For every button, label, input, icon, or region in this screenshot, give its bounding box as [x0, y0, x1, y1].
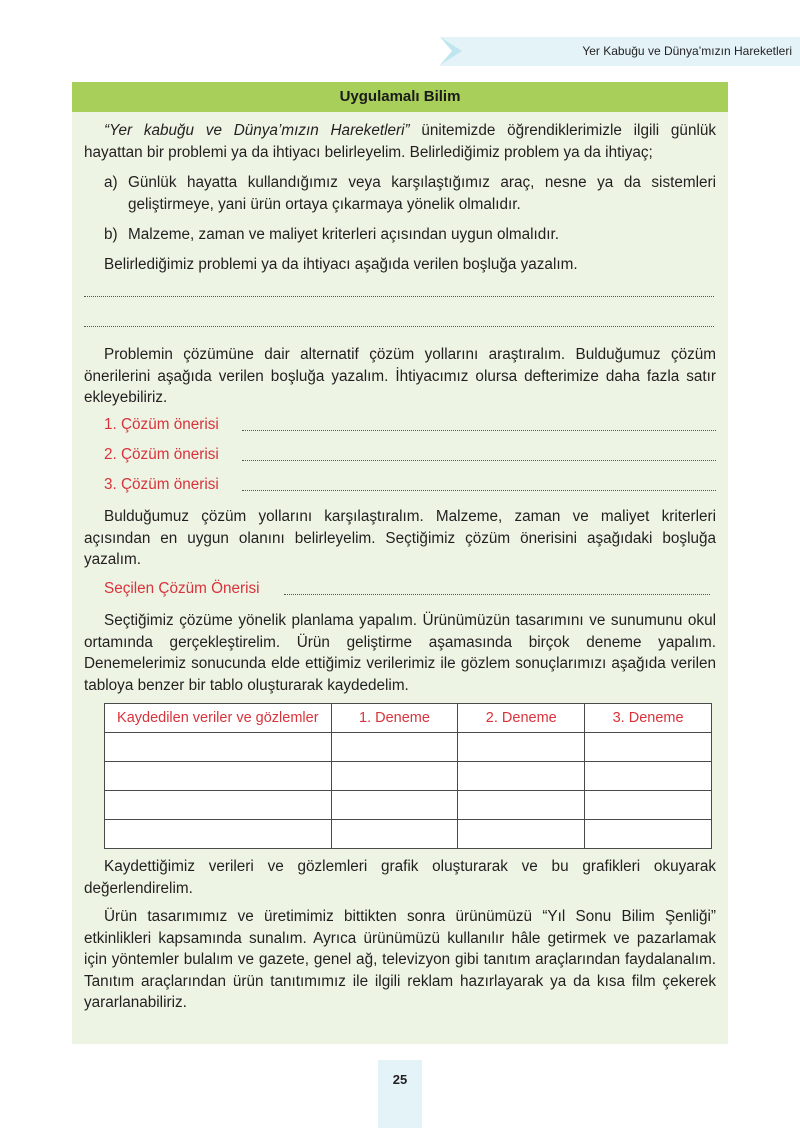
- table-cell[interactable]: [585, 791, 712, 820]
- table-header-observations: Kaydedilen veriler ve gözlemler: [105, 704, 332, 733]
- table-cell[interactable]: [105, 762, 332, 791]
- solution-3-answer-line[interactable]: [242, 490, 716, 491]
- page-number-tab: [378, 1060, 422, 1128]
- table-row: [105, 762, 712, 791]
- intro-text: ünitemizde öğrendiklerimizle ilgili günlük hayattan bir problemi ya da ihtiyacı belirleyelim. Belirlediğimiz problem ya da ihtiyaç;: [84, 122, 717, 161]
- solution-1-row: [104, 414, 716, 436]
- compare-paragraph: Bulduğumuz çözüm yollarını karşılaştıralım. Malzeme, zaman ve maliyet kriterleri açısından en uygun olanını belirleyelim. Seçtiğimiz çözüm önerisini aşağıdaki boşluğa yazalım.: [84, 508, 716, 568]
- presentation-paragraph: Ürün tasarımımız ve üretimimiz bittikten sonra ürünümüzü “Yıl Sonu Bilim Şenliği” etkinlikleri kapsamında sunalım. Ayrıca ürünümüzü kullanılır hâle getirmek ve pazarlamak için yöntemler bulalım ve gazete, genel ağ, televizyon gibi tanıtım araçlarından faydalanalım. Tanıtım araçlarından ürün tanıtımımız ile ilgili reklam hazırlayarak ya da kısa film çekerek yararlanabiliriz.: [84, 908, 716, 1011]
- page-number: 25: [392, 1072, 408, 1087]
- solution-2-answer-line[interactable]: [242, 460, 716, 461]
- solution-1-answer-line[interactable]: [242, 430, 716, 431]
- table-cell[interactable]: [105, 791, 332, 820]
- table-cell[interactable]: [585, 733, 712, 762]
- table-cell[interactable]: [585, 820, 712, 849]
- graph-paragraph: Kaydettiğimiz verileri ve gözlemleri grafik oluşturarak ve bu grafikleri okuyarak değerlendirelim.: [84, 858, 716, 897]
- solution-2-row: [104, 444, 716, 466]
- selected-solution-answer-line[interactable]: [284, 594, 710, 595]
- table-cell[interactable]: [331, 791, 458, 820]
- observation-table: [104, 703, 712, 849]
- alternatives-paragraph: Problemin çözümüne dair alternatif çözüm yollarını araştıralım. Bulduğumuz çözüm önerilerini aşağıda verilen boşluğa yazalım. İhtiyacımız olursa defterimize daha fazla satır ekleyebiliriz.: [84, 346, 716, 406]
- solution-1-label: 1. Çözüm önerisi: [104, 416, 219, 433]
- table-cell[interactable]: [458, 733, 585, 762]
- planning-paragraph: Seçtiğimiz çözüme yönelik planlama yapalım. Ürünümüzün tasarımını ve sunumunu okul ortamında gerçekleştirelim. Ürün geliştirme aşamasında birçok deneme yapalım. Denemelerimiz sonucunda elde ettiğimiz verilerimiz ile gözlem sonuçlarımızı aşağıda verilen tabloya benzer bir tablo oluşturarak kaydedelim.: [84, 612, 716, 694]
- table-header-trial-3: 3. Deneme: [585, 704, 712, 733]
- table-row: [105, 820, 712, 849]
- table-cell[interactable]: [458, 791, 585, 820]
- criterion-text: Malzeme, zaman ve maliyet kriterleri açısından uygun olmalıdır.: [128, 226, 560, 243]
- solution-3-row: [104, 474, 716, 496]
- table-header-row: [105, 704, 712, 733]
- table-cell[interactable]: [458, 820, 585, 849]
- table-cell[interactable]: [331, 733, 458, 762]
- table-header-trial-1: 1. Deneme: [331, 704, 458, 733]
- header-arrow-decoration-inner: [440, 37, 452, 65]
- table-cell[interactable]: [105, 733, 332, 762]
- criterion-label: a): [104, 174, 118, 191]
- table-row: [105, 733, 712, 762]
- section-title: Uygulamalı Bilim: [72, 82, 728, 112]
- selected-solution-row: [104, 578, 710, 600]
- solution-3-label: 3. Çözüm önerisi: [104, 476, 219, 493]
- table-cell[interactable]: [458, 762, 585, 791]
- write-problem-instruction: Belirlediğimiz problemi ya da ihtiyacı aşağıda verilen boşluğa yazalım.: [104, 256, 578, 273]
- criterion-text: Günlük hayatta kullandığımız veya karşılaştığımız araç, nesne ya da sistemleri geliştirmeye, yani ürün ortaya çıkarmaya yönelik olmalıdır.: [128, 174, 716, 213]
- solution-2-label: 2. Çözüm önerisi: [104, 446, 219, 463]
- table-row: [105, 791, 712, 820]
- table-cell[interactable]: [585, 762, 712, 791]
- answer-line-problem-2[interactable]: [84, 326, 714, 327]
- table-cell[interactable]: [331, 820, 458, 849]
- table-cell[interactable]: [105, 820, 332, 849]
- unit-name-quote: “Yer kabuğu ve Dünya’mızın Hareketleri”: [104, 122, 410, 139]
- criterion-label: b): [104, 226, 118, 243]
- table-cell[interactable]: [331, 762, 458, 791]
- answer-line-problem-1[interactable]: [84, 296, 714, 297]
- selected-solution-label: Seçilen Çözüm Önerisi: [104, 580, 260, 597]
- table-header-trial-2: 2. Deneme: [458, 704, 585, 733]
- intro-paragraph: [84, 120, 716, 163]
- unit-title: Yer Kabuğu ve Dünya’mızın Hareketleri: [582, 44, 792, 58]
